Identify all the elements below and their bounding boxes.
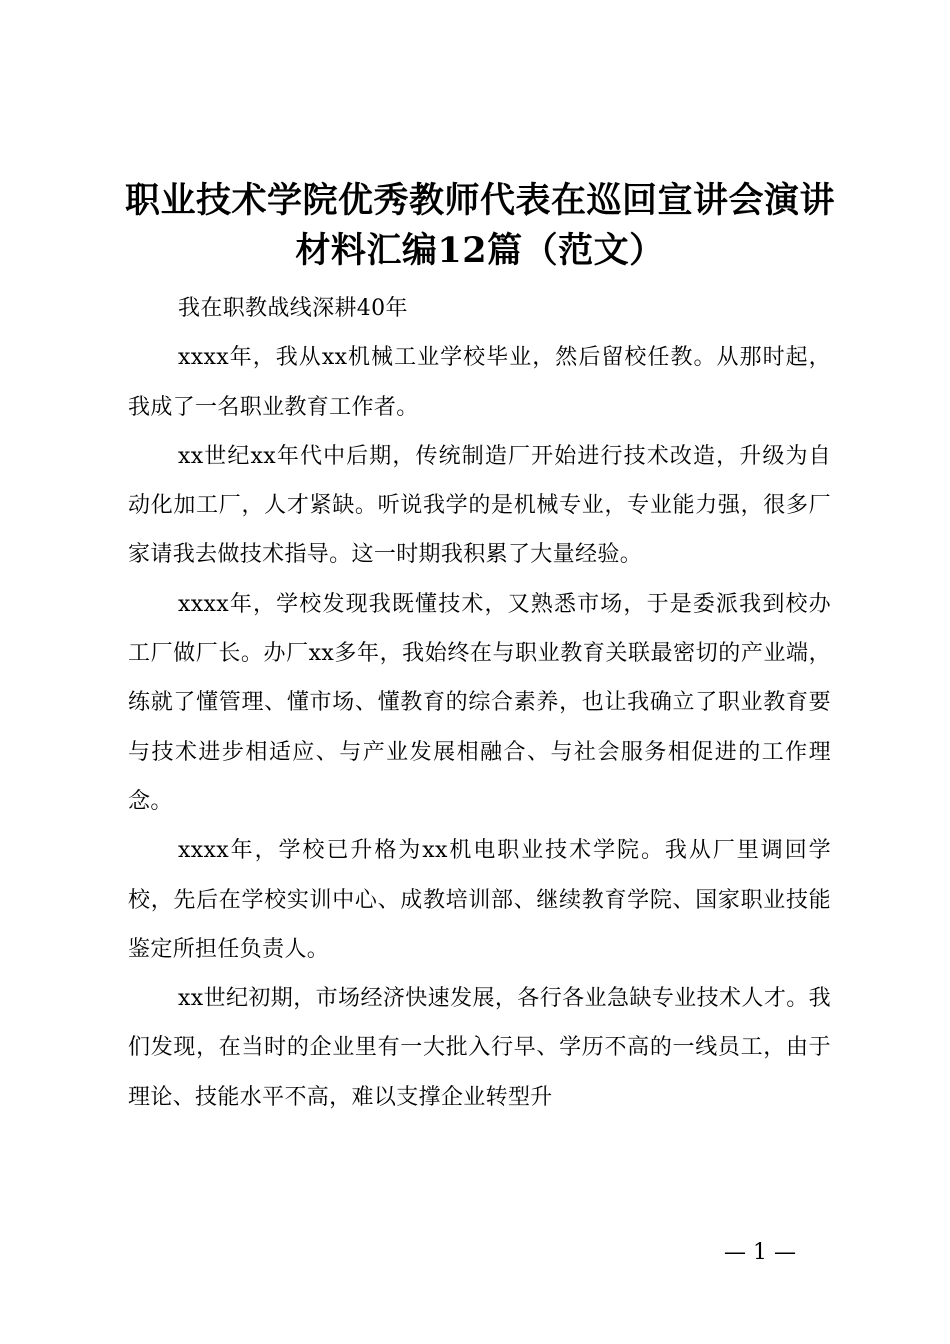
paragraph: xxxx年，我从xx机械工业学校毕业，然后留校任教。从那时起，我成了一名职业教育工作者。	[128, 345, 831, 420]
title-line-2: 材料汇编12篇（范文）	[295, 230, 665, 271]
paragraph: xx世纪初期，市场经济快速发展，各行各业急缺专业技术人才。我们发现，在当时的企业里有一大批入行早、学历不高的一线员工，由于理论、技能水平不高，难以支撑企业转型升	[128, 986, 831, 1110]
paragraph: xxxx年，学校已升格为xx机电职业技术学院。我从厂里调回学校，先后在学校实训中心、成教培训部、继续教育学院、国家职业技能鉴定所担任负责人。	[128, 838, 831, 962]
paragraph-subtitle: 我在职教战线深耕40年	[178, 296, 408, 321]
page-number: — 1 —	[724, 1240, 796, 1265]
paragraph: xx世纪xx年代中后期，传统制造厂开始进行技术改造，升级为自动化加工厂，人才紧缺。听说我学的是机械专业，专业能力强，很多厂家请我去做技术指导。这一时期我积累了大量经验。	[128, 443, 831, 568]
document-title	[110, 176, 850, 276]
title-line-1: 职业技术学院优秀教师代表在巡回宣讲会演讲	[124, 180, 835, 221]
document-body	[128, 284, 831, 1122]
paragraph: xxxx年，学校发现我既懂技术，又熟悉市场，于是委派我到校办工厂做厂长。办厂xx多年，我始终在与职业教育关联最密切的产业端，练就了懂管理、懂市场、懂教育的综合素养，也让我确立了职业教育要与技术进步相适应、与产业发展相融合、与社会服务相促进的工作理念。	[128, 591, 831, 814]
